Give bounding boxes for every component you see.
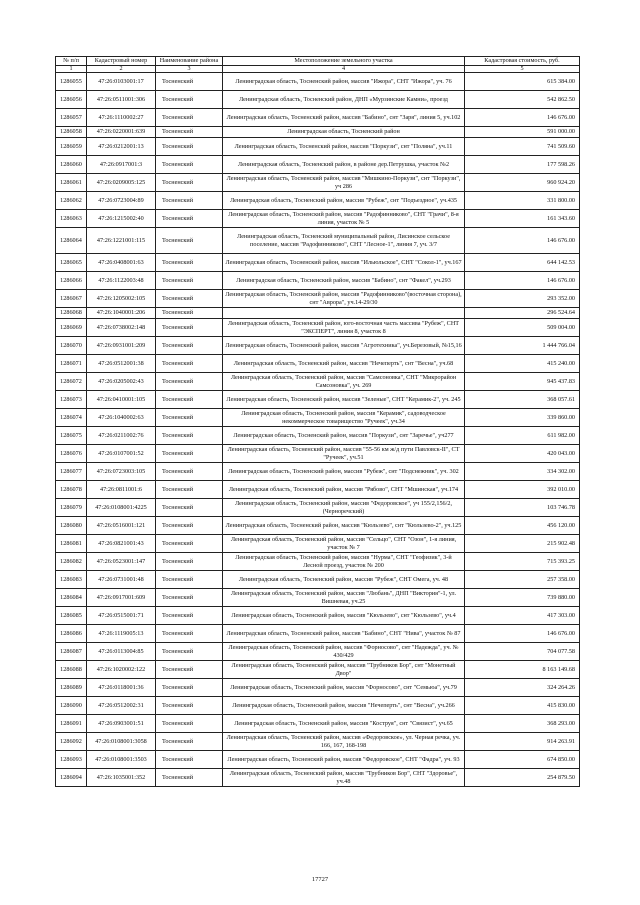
cadastral-value-cell: 542 862.50	[465, 91, 580, 109]
district-name-cell: Тосненский	[156, 192, 223, 210]
cadastral-number-cell: 47:26:0212001:13	[87, 138, 156, 156]
district-name-cell: Тосненский	[156, 174, 223, 192]
cadastral-number-cell: 47:26:0113004:85	[87, 643, 156, 661]
district-name-cell: Тосненский	[156, 228, 223, 254]
row-number-cell: 1286071	[56, 355, 87, 373]
district-name-cell: Тосненский	[156, 210, 223, 228]
row-number-cell: 1286063	[56, 210, 87, 228]
row-number-cell: 1286093	[56, 751, 87, 769]
row-number-cell: 1286085	[56, 607, 87, 625]
cadastral-value-cell: 704 077.58	[465, 643, 580, 661]
plot-location-cell: Ленинградская область, Тосненский муниципальный район, Лисинское сельское поселение, массив "Радофинниково", СНТ "Лесное-1", линия 7, уч. 3/7	[223, 228, 465, 254]
row-number-cell: 1286076	[56, 445, 87, 463]
cadastral-number-cell: 47:26:0209005:125	[87, 174, 156, 192]
district-name-cell: Тосненский	[156, 589, 223, 607]
column-index-cell: 3	[156, 66, 223, 73]
table-row	[56, 272, 580, 290]
table-row	[56, 373, 580, 391]
cadastral-number-cell: 47:26:0523001:147	[87, 553, 156, 571]
plot-location-cell: Ленинградская область, Тосненский район, массив "Бабино", снт "Факел", уч.293	[223, 272, 465, 290]
district-name-cell: Тосненский	[156, 409, 223, 427]
table-row	[56, 73, 580, 91]
plot-location-cell: Ленинградская область, Тосненский район, массив "Нечеперть", снт "Весна", уч.266	[223, 697, 465, 715]
cadastral-value-cell: 324 264.26	[465, 679, 580, 697]
row-number-cell: 1286074	[56, 409, 87, 427]
header-plot-location: Местоположение земельного участка	[223, 57, 465, 66]
cadastral-value-cell: 254 879.50	[465, 769, 580, 787]
cadastral-number-cell: 47:26:0821001:43	[87, 535, 156, 553]
cadastral-number-cell: 47:26:1205002:105	[87, 290, 156, 308]
plot-location-cell: Ленинградская область, Тосненский район, массив "Агротехника", уч.Березовый, №15,16	[223, 337, 465, 355]
cadastral-value-cell: 296 524.64	[465, 308, 580, 319]
table-row	[56, 337, 580, 355]
table-row	[56, 391, 580, 409]
cadastral-value-cell: 591 000.00	[465, 127, 580, 138]
row-number-cell: 1286060	[56, 156, 87, 174]
district-name-cell: Тосненский	[156, 138, 223, 156]
plot-location-cell: Ленинградская область, Тосненский район, массив "Поркузи", снт "Поляна", уч.11	[223, 138, 465, 156]
cadastral-value-cell: 392 010.00	[465, 481, 580, 499]
cadastral-value-cell: 215 902.48	[465, 535, 580, 553]
district-name-cell: Тосненский	[156, 290, 223, 308]
column-index-cell: 4	[223, 66, 465, 73]
cadastral-number-cell: 47:26:0917001:3	[87, 156, 156, 174]
district-name-cell: Тосненский	[156, 391, 223, 409]
district-name-cell: Тосненский	[156, 355, 223, 373]
cadastral-number-cell: 47:26:0511001:306	[87, 91, 156, 109]
cadastral-number-cell: 47:26:1040001:206	[87, 308, 156, 319]
row-number-cell: 1286091	[56, 715, 87, 733]
cadastral-value-cell: 914 263.91	[465, 733, 580, 751]
cadastral-value-cell: 103 746.78	[465, 499, 580, 517]
row-number-cell: 1286066	[56, 272, 87, 290]
row-number-cell: 1286086	[56, 625, 87, 643]
district-name-cell: Тосненский	[156, 661, 223, 679]
page-number: 17727	[311, 876, 329, 883]
header-cadastral-number: Кадастровый номер	[87, 57, 156, 66]
cadastral-number-cell: 47:26:1122003:48	[87, 272, 156, 290]
cadastral-number-cell: 47:26:0205002:43	[87, 373, 156, 391]
district-name-cell: Тосненский	[156, 535, 223, 553]
cadastral-value-cell: 1 444 766.04	[465, 337, 580, 355]
row-number-cell: 1286055	[56, 73, 87, 91]
table-row	[56, 427, 580, 445]
plot-location-cell: Ленинградская область, Тосненский район, массив "Форносово", снт "Надежда", уч. № 430/429	[223, 643, 465, 661]
plot-location-cell: Ленинградская область, Тосненский район, массив "Коструя", снт "Связист", уч.65	[223, 715, 465, 733]
row-number-cell: 1286057	[56, 109, 87, 127]
row-number-cell: 1286056	[56, 91, 87, 109]
table-row	[56, 535, 580, 553]
cadastral-number-cell: 47:26:1040002:63	[87, 409, 156, 427]
district-name-cell: Тосненский	[156, 733, 223, 751]
district-name-cell: Тосненский	[156, 679, 223, 697]
cadastral-number-cell: 47:26:0516001:121	[87, 517, 156, 535]
cadastral-number-cell: 47:26:0931001:209	[87, 337, 156, 355]
district-name-cell: Тосненский	[156, 643, 223, 661]
table-row	[56, 127, 580, 138]
cadastral-value-cell: 960 924.20	[465, 174, 580, 192]
plot-location-cell: Ленинградская область, Тосненский район, массив "Ижора", СНТ "Ижора", уч. 76	[223, 73, 465, 91]
district-name-cell: Тосненский	[156, 319, 223, 337]
table-row	[56, 156, 580, 174]
cadastral-value-cell: 368 293.00	[465, 715, 580, 733]
column-index-row	[56, 66, 580, 73]
cadastral-value-cell: 293 352.00	[465, 290, 580, 308]
district-name-cell: Тосненский	[156, 607, 223, 625]
plot-location-cell: Ленинградская область, Тосненский район, массив "Зеленые", СНТ "Керамик-2", уч. 245	[223, 391, 465, 409]
row-number-cell: 1286088	[56, 661, 87, 679]
plot-location-cell: Ленинградская область, Тосненский район, юго-восточная часть массива "Рубеж", СНТ "ЭКСПЕРТ", линия 8, участок 8	[223, 319, 465, 337]
district-name-cell: Тосненский	[156, 254, 223, 272]
cadastral-value-cell: 146 676.00	[465, 228, 580, 254]
table-row	[56, 715, 580, 733]
plot-location-cell: Ленинградская область, Тосненский район, массив "Бабино", СНТ "Нива", участок № 87	[223, 625, 465, 643]
cadastral-value-cell: 415 240.00	[465, 355, 580, 373]
cadastral-number-cell: 47:26:0108001:3058	[87, 733, 156, 751]
plot-location-cell: Ленинградская область, Тосненский район, массив "Радофинниково"(восточная сторона), снт "Аврора", уч.14-29/30	[223, 290, 465, 308]
cadastral-value-cell: 674 850.00	[465, 751, 580, 769]
district-name-cell: Тосненский	[156, 697, 223, 715]
plot-location-cell: Ленинградская область, Тосненский район, массив "Рубеж", СНТ Омега, уч. 48	[223, 571, 465, 589]
plot-location-cell: Ленинградская область, Тосненский район, массив "Рябово", СНТ "Мшинская", уч.174	[223, 481, 465, 499]
cadastral-number-cell: 47:26:0903001:51	[87, 715, 156, 733]
cadastral-number-cell: 47:26:0103001:17	[87, 73, 156, 91]
cadastral-value-cell: 615 384.00	[465, 73, 580, 91]
cadastral-value-cell: 146 676.00	[465, 272, 580, 290]
cadastral-value-cell: 257 358.00	[465, 571, 580, 589]
cadastral-number-cell: 47:26:1110002:27	[87, 109, 156, 127]
row-number-cell: 1286077	[56, 463, 87, 481]
district-name-cell: Тосненский	[156, 91, 223, 109]
plot-location-cell: Ленинградская область, Тосненский район, массив "55-56 км ж/д пути Павловск-II", СТ "Ручеек", уч.51	[223, 445, 465, 463]
cadastral-number-cell: 47:26:0738002:148	[87, 319, 156, 337]
plot-location-cell: Ленинградская область, Тосненский район, массив "Рубеж", снт "Подъездное", уч.435	[223, 192, 465, 210]
cadastral-number-cell: 47:26:0723003:105	[87, 463, 156, 481]
district-name-cell: Тосненский	[156, 769, 223, 787]
plot-location-cell: Ленинградская область, Тосненский район, массив "Ильюльское", СНТ "Сокол-1", уч.167	[223, 254, 465, 272]
table-row	[56, 679, 580, 697]
district-name-cell: Тосненский	[156, 445, 223, 463]
cadastral-number-cell: 47:26:0512001:38	[87, 355, 156, 373]
cadastral-value-cell: 509 004.00	[465, 319, 580, 337]
plot-location-cell	[223, 308, 465, 319]
cadastral-number-cell: 47:26:0107001:52	[87, 445, 156, 463]
plot-location-cell: Ленинградская область, Тосненский район, массив "Нурма", СНТ "Геофизик", 3-й Лесной проезд, участок № 200	[223, 553, 465, 571]
district-name-cell: Тосненский	[156, 715, 223, 733]
table-row	[56, 733, 580, 751]
district-name-cell: Тосненский	[156, 625, 223, 643]
plot-location-cell: Ленинградская область, Тосненский район, массив "Федоровское", уч 155/2,156/2, (Черноречский)	[223, 499, 465, 517]
cadastral-number-cell: 47:26:0108001:3503	[87, 751, 156, 769]
district-name-cell: Тосненский	[156, 337, 223, 355]
table-row	[56, 319, 580, 337]
table-row	[56, 769, 580, 787]
plot-location-cell: Ленинградская область, Тосненский район, в районе дер.Петрушка, участок №2	[223, 156, 465, 174]
cadastral-value-cell: 331 800.00	[465, 192, 580, 210]
table-row	[56, 445, 580, 463]
table-body	[56, 73, 580, 787]
row-number-cell: 1286083	[56, 571, 87, 589]
district-name-cell: Тосненский	[156, 427, 223, 445]
table-header-row	[56, 57, 580, 66]
row-number-cell: 1286069	[56, 319, 87, 337]
cadastral-number-cell: 47:26:1020002:122	[87, 661, 156, 679]
row-number-cell: 1286082	[56, 553, 87, 571]
cadastral-number-cell: 47:26:0512002:31	[87, 697, 156, 715]
plot-location-cell: Ленинградская область, Тосненский район, массив "Федоровское", СНТ "Фадра", уч. 93	[223, 751, 465, 769]
cadastral-value-cell: 611 982.00	[465, 427, 580, 445]
table-row	[56, 254, 580, 272]
row-number-cell: 1286062	[56, 192, 87, 210]
plot-location-cell: Ленинградская область, Тосненский район, массив "Трубников Бор", СНТ "Здоровье", уч.48	[223, 769, 465, 787]
district-name-cell: Тосненский	[156, 571, 223, 589]
cadastral-number-cell: 47:26:1035001:352	[87, 769, 156, 787]
row-number-cell: 1286073	[56, 391, 87, 409]
plot-location-cell: Ленинградская область, Тосненский район, массив "Керамик", садоводческое некоммерческое товарищество "Ручеек", уч.34	[223, 409, 465, 427]
row-number-cell: 1286078	[56, 481, 87, 499]
district-name-cell: Тосненский	[156, 463, 223, 481]
column-index-cell: 1	[56, 66, 87, 73]
row-number-cell: 1286068	[56, 308, 87, 319]
row-number-cell: 1286089	[56, 679, 87, 697]
plot-location-cell: Ленинградская область, Тосненский район, ДНП «Мурзинские Камни», проезд	[223, 91, 465, 109]
table-row	[56, 138, 580, 156]
header-cadastral-value: Кадастровая стоимость, руб.	[465, 57, 580, 66]
district-name-cell: Тосненский	[156, 308, 223, 319]
cadastral-number-cell: 47:26:1215002:40	[87, 210, 156, 228]
district-name-cell: Тосненский	[156, 499, 223, 517]
cadastral-number-cell: 47:26:1119005:13	[87, 625, 156, 643]
cadastral-number-cell: 47:26:0410001:105	[87, 391, 156, 409]
plot-location-cell: Ленинградская область, Тосненский район, массив "Бабино", снт "Заря", линия 5, уч.102	[223, 109, 465, 127]
cadastral-value-cell: 417 303.00	[465, 607, 580, 625]
table-row	[56, 308, 580, 319]
cadastral-value-cell: 368 057.61	[465, 391, 580, 409]
table-row	[56, 697, 580, 715]
cadastral-number-cell: 47:26:0731001:48	[87, 571, 156, 589]
table-row	[56, 109, 580, 127]
row-number-cell: 1286075	[56, 427, 87, 445]
cadastral-value-cell: 715 393.25	[465, 553, 580, 571]
district-name-cell: Тосненский	[156, 751, 223, 769]
plot-location-cell: Ленинградская область, Тосненский район, массив "Мишкино-Поркузи", снт "Поркузи", уч 286	[223, 174, 465, 192]
table-row	[56, 553, 580, 571]
cadastral-value-cell: 161 343.60	[465, 210, 580, 228]
district-name-cell: Тосненский	[156, 109, 223, 127]
table-row	[56, 625, 580, 643]
cadastral-value-cell: 420 043.00	[465, 445, 580, 463]
district-name-cell: Тосненский	[156, 373, 223, 391]
row-number-cell: 1286079	[56, 499, 87, 517]
plot-location-cell: Ленинградская область, Тосненский район, массив "Радофинниково", СНТ "Грачи", 8-я линия, участок № 5	[223, 210, 465, 228]
header-row-number: № п/п	[56, 57, 87, 66]
cadastral-number-cell: 47:26:0515001:71	[87, 607, 156, 625]
plot-location-cell: Ленинградская область, Тосненский район, массив "Нечеперть", снт "Весна", уч.68	[223, 355, 465, 373]
table-row	[56, 481, 580, 499]
plot-location-cell: Ленинградская область, Тосненский район, массив "Кюльзево", снт "Кюльзево", уч.4	[223, 607, 465, 625]
table-row	[56, 228, 580, 254]
district-name-cell: Тосненский	[156, 127, 223, 138]
district-name-cell: Тосненский	[156, 272, 223, 290]
cadastral-value-table-sheet	[55, 56, 579, 787]
cadastral-number-cell: 47:26:0220001:639	[87, 127, 156, 138]
row-number-cell: 1286058	[56, 127, 87, 138]
district-name-cell: Тосненский	[156, 517, 223, 535]
row-number-cell: 1286059	[56, 138, 87, 156]
table-row	[56, 192, 580, 210]
plot-location-cell: Ленинградская область, Тосненский район, массив "Самсоновка", СНТ "Микрорайон Самсоновка", уч. 269	[223, 373, 465, 391]
plot-location-cell: Ленинградская область, Тосненский район, массив «Федоровское», ул. Черная речка, уч. 166, 167, 168-198	[223, 733, 465, 751]
table-row	[56, 174, 580, 192]
table-row	[56, 355, 580, 373]
cadastral-number-cell: 47:26:0108001:4225	[87, 499, 156, 517]
cadastral-number-cell: 47:26:0811001:6	[87, 481, 156, 499]
row-number-cell: 1286070	[56, 337, 87, 355]
district-name-cell: Тосненский	[156, 156, 223, 174]
cadastral-value-cell: 456 120.00	[465, 517, 580, 535]
cadastral-number-cell: 47:26:0118001:36	[87, 679, 156, 697]
table-row	[56, 499, 580, 517]
cadastral-number-cell: 47:26:0408001:63	[87, 254, 156, 272]
cadastral-value-table	[55, 56, 580, 787]
table-row	[56, 463, 580, 481]
plot-location-cell: Ленинградская область, Тосненский район, массив "Рубеж", снт "Подснежник", уч. 302	[223, 463, 465, 481]
table-row	[56, 210, 580, 228]
cadastral-number-cell: 47:26:0917001:609	[87, 589, 156, 607]
cadastral-value-cell: 146 676.00	[465, 625, 580, 643]
table-row	[56, 290, 580, 308]
row-number-cell: 1286072	[56, 373, 87, 391]
plot-location-cell: Ленинградская область, Тосненский район, массив "Кюльзево", снт "Кюльзево-2", уч.125	[223, 517, 465, 535]
plot-location-cell: Ленинградская область, Тосненский район, массив "Любань", ДНП "Виктория"-1, ул. Вишневая, уч.25	[223, 589, 465, 607]
table-row	[56, 589, 580, 607]
table-row	[56, 643, 580, 661]
row-number-cell: 1286092	[56, 733, 87, 751]
table-row	[56, 661, 580, 679]
table-row	[56, 91, 580, 109]
row-number-cell: 1286087	[56, 643, 87, 661]
cadastral-number-cell: 47:26:0211002:76	[87, 427, 156, 445]
plot-location-cell: Ленинградская область, Тосненский район	[223, 127, 465, 138]
row-number-cell: 1286067	[56, 290, 87, 308]
column-index-cell: 2	[87, 66, 156, 73]
column-index-cell: 5	[465, 66, 580, 73]
cadastral-value-cell: 741 509.60	[465, 138, 580, 156]
plot-location-cell: Ленинградская область, Тосненский район, массив "Поркузи", снт "Заречье", уч277	[223, 427, 465, 445]
row-number-cell: 1286065	[56, 254, 87, 272]
row-number-cell: 1286080	[56, 517, 87, 535]
table-row	[56, 409, 580, 427]
table-row	[56, 607, 580, 625]
cadastral-value-cell: 177 598.26	[465, 156, 580, 174]
plot-location-cell: Ленинградская область, Тосненский район, массив "Трубников Бор", снт "Монетный Двор"	[223, 661, 465, 679]
district-name-cell: Тосненский	[156, 553, 223, 571]
district-name-cell: Тосненский	[156, 481, 223, 499]
cadastral-number-cell: 47:26:0723004:89	[87, 192, 156, 210]
cadastral-value-cell: 739 880.00	[465, 589, 580, 607]
header-district-name: Наименование района	[156, 57, 223, 66]
row-number-cell: 1286084	[56, 589, 87, 607]
cadastral-value-cell: 8 163 149.68	[465, 661, 580, 679]
cadastral-value-cell: 339 860.00	[465, 409, 580, 427]
cadastral-value-cell: 644 142.53	[465, 254, 580, 272]
cadastral-value-cell: 945 437.83	[465, 373, 580, 391]
cadastral-value-cell: 415 830.00	[465, 697, 580, 715]
cadastral-number-cell: 47:26:1221001:115	[87, 228, 156, 254]
plot-location-cell: Ленинградская область, Тосненский район, массив "Форносово", снт "Семьюа", уч.79	[223, 679, 465, 697]
table-row	[56, 571, 580, 589]
row-number-cell: 1286061	[56, 174, 87, 192]
row-number-cell: 1286094	[56, 769, 87, 787]
row-number-cell: 1286081	[56, 535, 87, 553]
row-number-cell: 1286064	[56, 228, 87, 254]
cadastral-value-cell: 334 302.00	[465, 463, 580, 481]
table-row	[56, 517, 580, 535]
district-name-cell: Тосненский	[156, 73, 223, 91]
row-number-cell: 1286090	[56, 697, 87, 715]
table-row	[56, 751, 580, 769]
cadastral-value-cell: 146 676.00	[465, 109, 580, 127]
plot-location-cell: Ленинградская область, Тосненский район, массив "Сельцо", СНТ "Озон", 1-я линия, участок № 7	[223, 535, 465, 553]
